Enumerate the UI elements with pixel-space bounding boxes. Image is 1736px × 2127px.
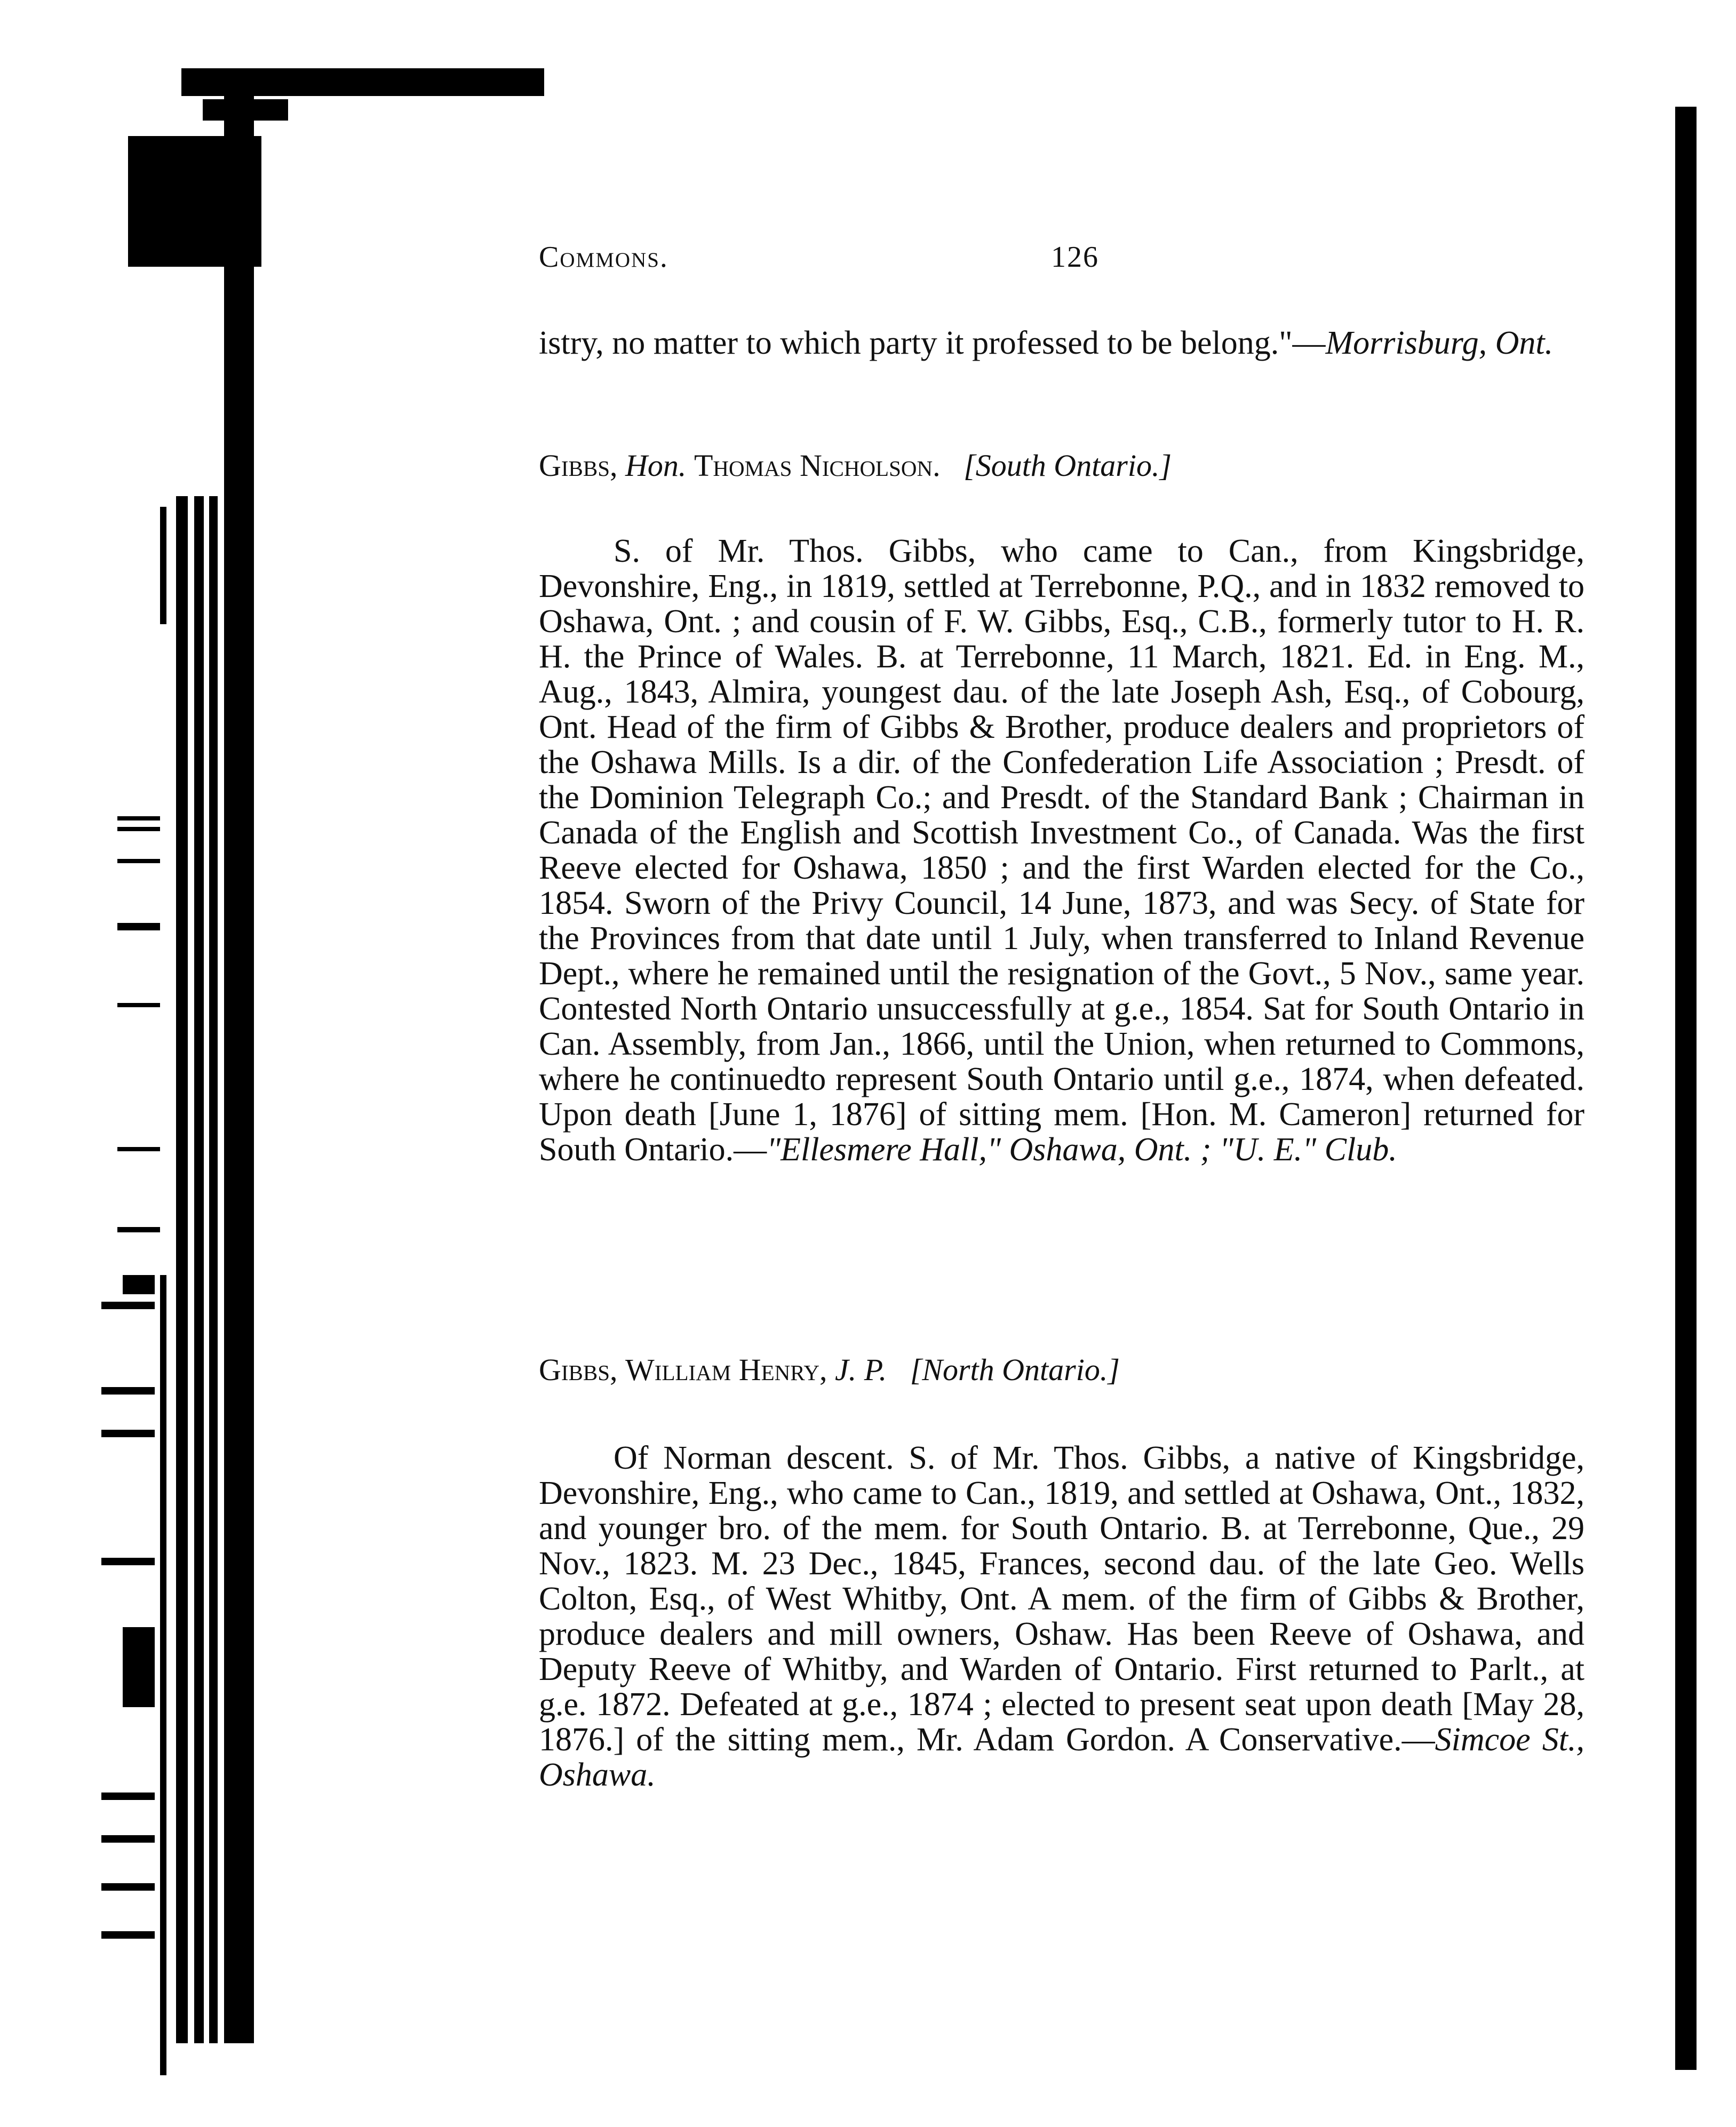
scan-left-stripe <box>101 1302 155 1309</box>
scan-left-stripe <box>101 1931 155 1939</box>
entry-biography <box>539 1440 1584 1793</box>
scan-left-stripe <box>117 923 160 930</box>
continuation-text: istry, no matter to which party it professed to be belong."— <box>539 325 1326 361</box>
entry-address: "Ellesmere Hall," Oshawa, Ont. ; "U. E." Club. <box>767 1132 1397 1168</box>
entry-riding: [South Ontario.] <box>963 448 1172 483</box>
entry-given-names: Thomas Nicholson. <box>694 448 941 483</box>
scan-left-stripe <box>117 816 160 820</box>
continuation-place: Morrisburg, Ont. <box>1325 325 1554 361</box>
entry-surname: Gibbs, <box>539 448 618 483</box>
scan-left-stripe <box>101 1883 155 1891</box>
entry-address: Simcoe St., Oshawa. <box>539 1722 1584 1793</box>
scan-right-border <box>1675 107 1697 2070</box>
entry-honorific: J. P. <box>834 1352 887 1387</box>
entry-bio-text: Of Norman descent. S. of Mr. Thos. Gibbs, a native of Kingsbridge, Devonshire, Eng., who came to Can., 1819, and settled at Oshawa, Ont., 1832, and younger bro. of the mem. for South Ontario. B. at Terrebonne, Que., 29 Nov., 1823. M. 23 Dec., 1845, Frances, second dau. of the late Geo. Wells Colton, Esq., of West Whitby, Ont. A mem. of the firm of Gibbs & Brother, produce dealers and mill owners, Oshaw. Has been Reeve of Oshawa, and Deputy Reeve of Whitby, and Warden of Ontario. First returned to Parlt., at g.e. 1872. Defeated at g.e., 1874 ; elected to present seat upon death [May 28, 1876.] of the sitting mem., Mr. Adam Gordon. A Conservative.— <box>539 1440 1584 1758</box>
continuation-paragraph <box>539 325 1584 361</box>
entry-biography <box>539 533 1584 1167</box>
scan-left-stripe <box>101 1558 155 1565</box>
entry-bio-text: S. of Mr. Thos. Gibbs, who came to Can., from Kingsbridge, Devonshire, Eng., in 1819, settled at Terrebonne, P.Q., and in 1832 removed to Oshawa, Ont. ; and cousin of F. W. Gibbs, Esq., C.B., formerly tutor to H. R. H. the Prince of Wales. B. at Terrebonne, 11 March, 1821. Ed. in Eng. M., Aug., 1843, Almira, youngest dau. of the late Joseph Ash, Esq., of Cobourg, Ont. Head of the firm of Gibbs & Brother, produce dealers and proprietors of the Oshawa Mills. Is a dir. of the Confederation Life Association ; Presdt. of the Dominion Telegraph Co.; and Presdt. of the Standard Bank ; Chairman in Canada of the English and Scottish Investment Co., of Canada. Was the first Reeve elected for Oshawa, 1850 ; and the first Warden elected for the Co., 1854. Sworn of the Privy Council, 14 June, 1873, and was Secy. of State for the Provinces from that date until 1 July, when transferred to Inland Revenue Dept., where he remained until the resignation of the Govt., 5 Nov., same year. Contested North Ontario unsuccessfully at g.e., 1854. Sat for South Ontario in Can. Assembly, from Jan., 1866, until the Union, when returned to Commons, where he continuedto represent South Ontario until g.e., 1874, when defeated. Upon death [June 1, 1876] of sitting mem. [Hon. M. Cameron] returned for South Ontario.— <box>539 533 1584 1168</box>
scan-left-stripe <box>176 496 188 2043</box>
entry-given-names: William Henry, <box>625 1352 827 1387</box>
scan-left-stripe <box>117 1227 160 1232</box>
scan-left-stripe <box>160 1275 166 2075</box>
scan-left-stripe <box>101 1835 155 1843</box>
entry-surname: Gibbs, <box>539 1352 618 1387</box>
scan-left-stripe <box>117 827 160 831</box>
scan-top-bar <box>181 68 544 96</box>
scan-left-stripe <box>123 1627 155 1707</box>
entry-honorific: Hon. <box>625 448 687 483</box>
scan-left-stripe <box>194 496 204 2043</box>
scan-left-stripe <box>123 1275 155 1294</box>
entry-riding: [North Ontario.] <box>910 1352 1120 1387</box>
scan-left-stripe <box>101 1387 155 1395</box>
scan-left-stripe <box>209 496 218 2043</box>
entry-heading <box>539 1352 1584 1388</box>
scan-left-stripe <box>117 859 160 863</box>
page-number: 126 <box>1051 241 1099 274</box>
running-head <box>539 240 1584 283</box>
scan-left-stripe <box>224 96 254 2043</box>
scan-left-stripe <box>117 1003 160 1007</box>
running-head-section: Commons. <box>539 241 668 274</box>
scan-left-stripe <box>101 1793 155 1800</box>
scan-left-stripe <box>160 507 166 624</box>
entry-heading <box>539 448 1584 483</box>
scan-left-stripe <box>101 1430 155 1437</box>
scan-left-stripe <box>117 1147 160 1151</box>
